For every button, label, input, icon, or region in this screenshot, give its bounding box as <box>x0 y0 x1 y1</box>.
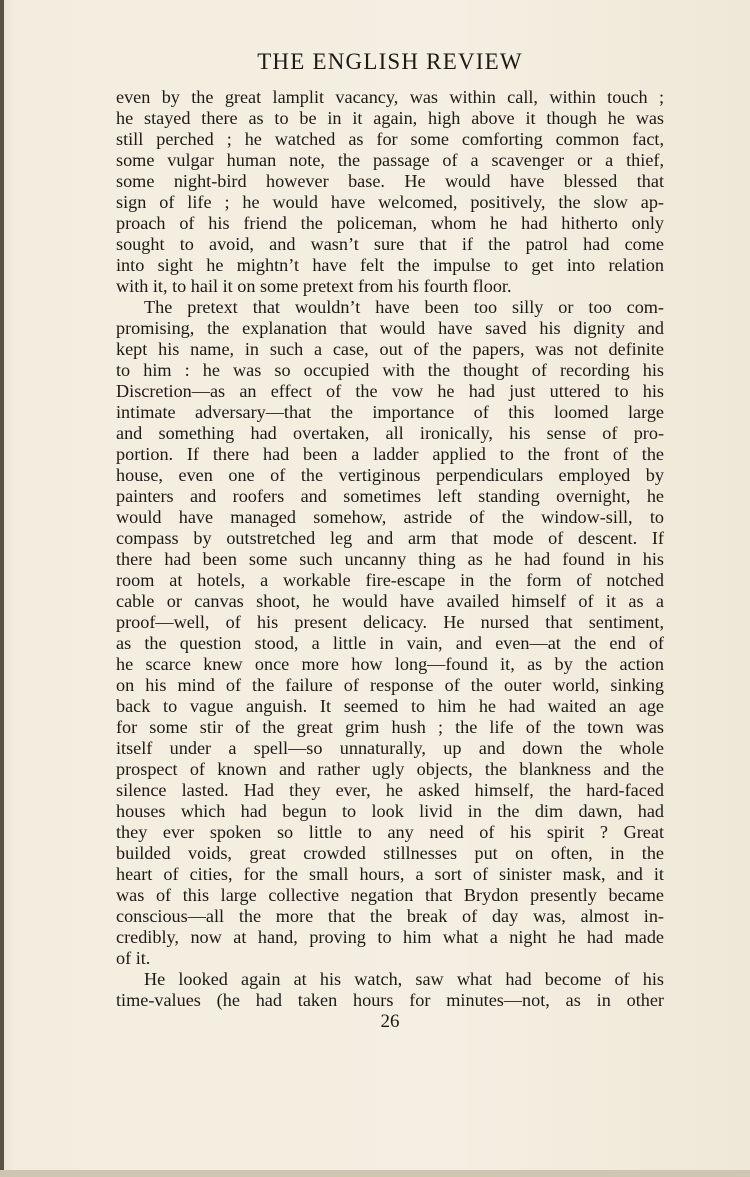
text-line: portion. If there had been a ladder applied to the front of the <box>116 444 664 464</box>
text-line: proach of his friend the policeman, whom he had hitherto only <box>116 213 664 233</box>
text-line: itself under a spell—so unnaturally, up and down the whole <box>116 738 664 758</box>
text-line: promising, the explanation that would have saved his dignity and <box>116 318 664 338</box>
text-line: with it, to hail it on some pretext from his fourth floor. <box>116 276 512 296</box>
text-line: and something had overtaken, all ironically, his sense of pro- <box>116 423 664 443</box>
paragraph <box>116 297 664 969</box>
text-line: he stayed there as to be in it again, high above it though he was <box>116 108 664 128</box>
text-line: was of this large collective negation that Brydon presently became <box>116 885 664 905</box>
text-line: house, even one of the vertiginous perpendiculars employed by <box>116 465 664 485</box>
text-line: silence lasted. Had they ever, he asked himself, the hard-faced <box>116 780 664 800</box>
text-line: painters and roofers and sometimes left standing overnight, he <box>116 486 664 506</box>
paragraph <box>116 969 664 1011</box>
text-line: prospect of known and rather ugly objects, the blankness and the <box>116 759 664 779</box>
page-number: 26 <box>380 1011 400 1032</box>
text-line: He looked again at his watch, saw what had become of his <box>144 969 664 989</box>
text-line: on his mind of the failure of response of the outer world, sinking <box>116 675 664 695</box>
text-line: back to vague anguish. It seemed to him he had waited an age <box>116 696 664 716</box>
text-line: to him : he was so occupied with the thought of recording his <box>116 360 664 380</box>
binding-edge <box>0 0 4 1177</box>
text-line: cable or canvas shoot, he would have availed himself of it as a <box>116 591 664 611</box>
text-line: kept his name, in such a case, out of the papers, was not definite <box>116 339 664 359</box>
text-line: even by the great lamplit vacancy, was within call, within touch ; <box>116 87 664 107</box>
text-line: sign of life ; he would have welcomed, positively, the slow ap- <box>116 192 664 212</box>
text-line: for some stir of the great grim hush ; the life of the town was <box>116 717 664 737</box>
text-line: credibly, now at hand, proving to him what a night he had made <box>116 927 664 947</box>
text-line: some vulgar human note, the passage of a scavenger or a thief, <box>116 150 664 170</box>
paragraph <box>116 87 664 297</box>
text-line: houses which had begun to look livid in the dim dawn, had <box>116 801 664 821</box>
text-line: room at hotels, a workable fire-escape in the form of notched <box>116 570 664 590</box>
text-line: still perched ; he watched as for some comforting common fact, <box>116 129 664 149</box>
text-line: would have managed somehow, astride of the window-sill, to <box>116 507 664 527</box>
text-line: conscious—all the more that the break of day was, almost in- <box>116 906 664 926</box>
text-line: into sight he mightn’t have felt the impulse to get into relation <box>116 255 664 275</box>
text-line: time-values (he had taken hours for minutes—not, as in other <box>116 990 664 1010</box>
page-bottom-edge <box>0 1170 750 1177</box>
text-line: compass by outstretched leg and arm that mode of descent. If <box>116 528 664 548</box>
text-line: The pretext that wouldn’t have been too silly or too com- <box>144 297 664 317</box>
text-line: builded voids, great crowded stillnesses put on often, in the <box>116 843 664 863</box>
body-text <box>116 87 664 1011</box>
text-line: some night-bird however base. He would have blessed that <box>116 171 664 191</box>
text-line: as the question stood, a little in vain, and even—at the end of <box>116 633 664 653</box>
text-line: sought to avoid, and wasn’t sure that if the patrol had come <box>116 234 664 254</box>
text-line: there had been some such uncanny thing as he had found in his <box>116 549 664 569</box>
text-line: heart of cities, for the small hours, a sort of sinister mask, and it <box>116 864 664 884</box>
text-line: Discretion—as an effect of the vow he had just uttered to his <box>116 381 664 401</box>
text-line: intimate adversary—that the importance of this loomed large <box>116 402 664 422</box>
text-line: of it. <box>116 948 151 968</box>
text-line: proof—well, of his present delicacy. He nursed that sentiment, <box>116 612 664 632</box>
text-line: he scarce knew once more how long—found it, as by the action <box>116 654 664 674</box>
text-line: they ever spoken so little to any need of his spirit ? Great <box>116 822 664 842</box>
running-head: THE ENGLISH REVIEW <box>257 49 523 74</box>
